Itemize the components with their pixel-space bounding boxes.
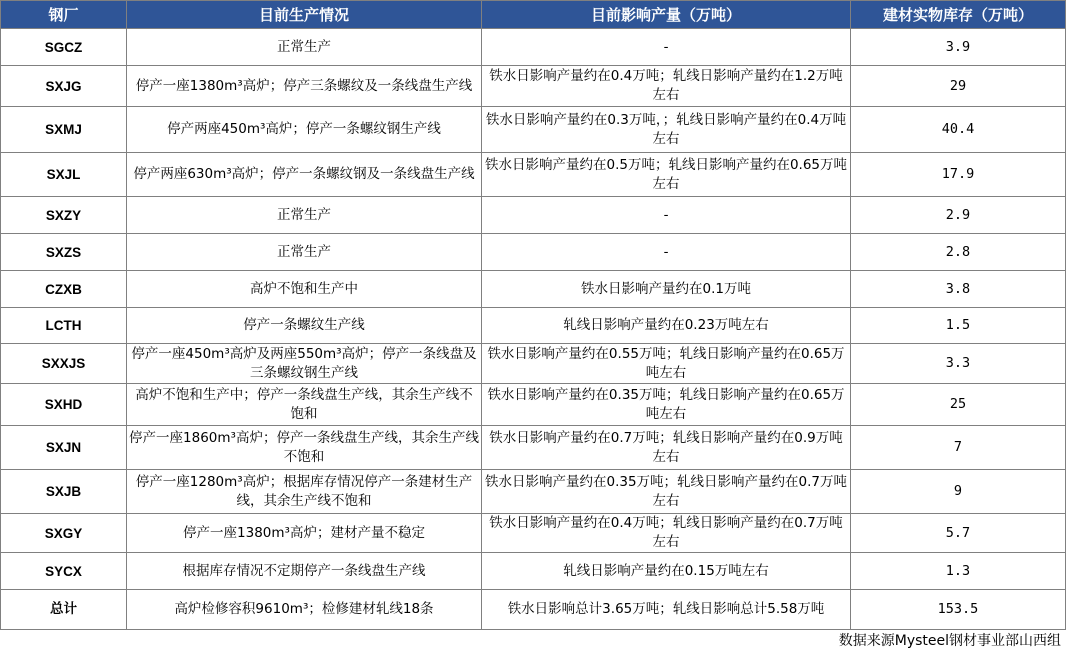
impact-cell: 铁水日影响产量约在0.55万吨；轧线日影响产量约在0.65万吨左右 xyxy=(482,344,851,384)
inventory-cell: 40.4 xyxy=(851,107,1066,153)
header-mill: 钢厂 xyxy=(1,1,127,29)
table-row xyxy=(1,426,1066,470)
impact-cell: - xyxy=(482,29,851,66)
status-cell: 停产一座1380m³高炉；建材产量不稳定 xyxy=(127,514,482,553)
mill-cell: SXMJ xyxy=(1,107,127,153)
impact-cell: 铁水日影响产量约在0.4万吨；轧线日影响产量约在0.7万吨左右 xyxy=(482,514,851,553)
impact-cell: 铁水日影响产量约在0.3万吨，；轧线日影响产量约在0.4万吨左右 xyxy=(482,107,851,153)
inventory-cell: 1.3 xyxy=(851,553,1066,590)
total-row xyxy=(1,590,1066,630)
inventory-cell: 29 xyxy=(851,66,1066,107)
status-cell: 根据库存情况不定期停产一条线盘生产线 xyxy=(127,553,482,590)
table-row xyxy=(1,384,1066,426)
total-inventory-cell: 153.5 xyxy=(851,590,1066,630)
mill-cell: SGCZ xyxy=(1,29,127,66)
inventory-cell: 17.9 xyxy=(851,153,1066,197)
impact-cell: - xyxy=(482,197,851,234)
table-row xyxy=(1,153,1066,197)
table-row xyxy=(1,308,1066,344)
mill-cell: CZXB xyxy=(1,271,127,308)
inventory-cell: 1.5 xyxy=(851,308,1066,344)
status-cell: 正常生产 xyxy=(127,29,482,66)
table-row xyxy=(1,344,1066,384)
inventory-cell: 5.7 xyxy=(851,514,1066,553)
impact-cell: 铁水日影响产量约在0.35万吨；轧线日影响产量约在0.65万吨左右 xyxy=(482,384,851,426)
table-row xyxy=(1,66,1066,107)
inventory-cell: 3.8 xyxy=(851,271,1066,308)
impact-cell: 铁水日影响产量约在0.5万吨；轧线日影响产量约在0.65万吨左右 xyxy=(482,153,851,197)
table-row xyxy=(1,514,1066,553)
mill-cell: SXXJS xyxy=(1,344,127,384)
table-row xyxy=(1,107,1066,153)
mill-cell: SXHD xyxy=(1,384,127,426)
impact-cell: 铁水日影响产量约在0.7万吨；轧线日影响产量约在0.9万吨左右 xyxy=(482,426,851,470)
table-row xyxy=(1,271,1066,308)
mill-cell: SXJN xyxy=(1,426,127,470)
header-impact: 目前影响产量（万吨） xyxy=(482,1,851,29)
impact-cell: 轧线日影响产量约在0.15万吨左右 xyxy=(482,553,851,590)
table-row xyxy=(1,29,1066,66)
inventory-cell: 9 xyxy=(851,470,1066,514)
data-source-note: 数据来源Mysteel钢材事业部山西组 xyxy=(838,633,1061,649)
total-status-cell: 高炉检修容积9610m³；检修建材轧线18条 xyxy=(127,590,482,630)
status-cell: 高炉不饱和生产中 xyxy=(127,271,482,308)
status-cell: 高炉不饱和生产中；停产一条线盘生产线，其余生产线不饱和 xyxy=(127,384,482,426)
inventory-cell: 2.9 xyxy=(851,197,1066,234)
header-row xyxy=(1,1,1066,29)
total-impact-cell: 铁水日影响总计3.65万吨；轧线日影响总计5.58万吨 xyxy=(482,590,851,630)
inventory-cell: 3.9 xyxy=(851,29,1066,66)
status-cell: 停产一座1380m³高炉；停产三条螺纹及一条线盘生产线 xyxy=(127,66,482,107)
impact-cell: - xyxy=(482,234,851,271)
inventory-cell: 3.3 xyxy=(851,344,1066,384)
table-row xyxy=(1,553,1066,590)
header-inventory: 建材实物库存（万吨） xyxy=(851,1,1066,29)
impact-cell: 轧线日影响产量约在0.23万吨左右 xyxy=(482,308,851,344)
total-label-cell: 总计 xyxy=(1,590,127,630)
inventory-cell: 7 xyxy=(851,426,1066,470)
mill-cell: SXZS xyxy=(1,234,127,271)
inventory-cell: 25 xyxy=(851,384,1066,426)
impact-cell: 铁水日影响产量约在0.35万吨；轧线日影响产量约在0.7万吨左右 xyxy=(482,470,851,514)
mill-cell: SXJG xyxy=(1,66,127,107)
mill-cell: SXZY xyxy=(1,197,127,234)
mill-cell: SXJB xyxy=(1,470,127,514)
status-cell: 停产一座1280m³高炉；根据库存情况停产一条建材生产线，其余生产线不饱和 xyxy=(127,470,482,514)
mill-cell: SXJL xyxy=(1,153,127,197)
mill-cell: SXGY xyxy=(1,514,127,553)
status-cell: 停产两座450m³高炉；停产一条螺纹钢生产线 xyxy=(127,107,482,153)
status-cell: 停产两座630m³高炉；停产一条螺纹钢及一条线盘生产线 xyxy=(127,153,482,197)
table-row xyxy=(1,470,1066,514)
impact-cell: 铁水日影响产量约在0.4万吨；轧线日影响产量约在1.2万吨左右 xyxy=(482,66,851,107)
table-row xyxy=(1,234,1066,271)
mill-cell: SYCX xyxy=(1,553,127,590)
table-row xyxy=(1,197,1066,234)
status-cell: 正常生产 xyxy=(127,197,482,234)
mill-cell: LCTH xyxy=(1,308,127,344)
status-cell: 正常生产 xyxy=(127,234,482,271)
status-cell: 停产一座1860m³高炉；停产一条线盘生产线，其余生产线不饱和 xyxy=(127,426,482,470)
impact-cell: 铁水日影响产量约在0.1万吨 xyxy=(482,271,851,308)
header-status: 目前生产情况 xyxy=(127,1,482,29)
status-cell: 停产一座450m³高炉及两座550m³高炉；停产一条线盘及三条螺纹钢生产线 xyxy=(127,344,482,384)
status-cell: 停产一条螺纹生产线 xyxy=(127,308,482,344)
inventory-cell: 2.8 xyxy=(851,234,1066,271)
